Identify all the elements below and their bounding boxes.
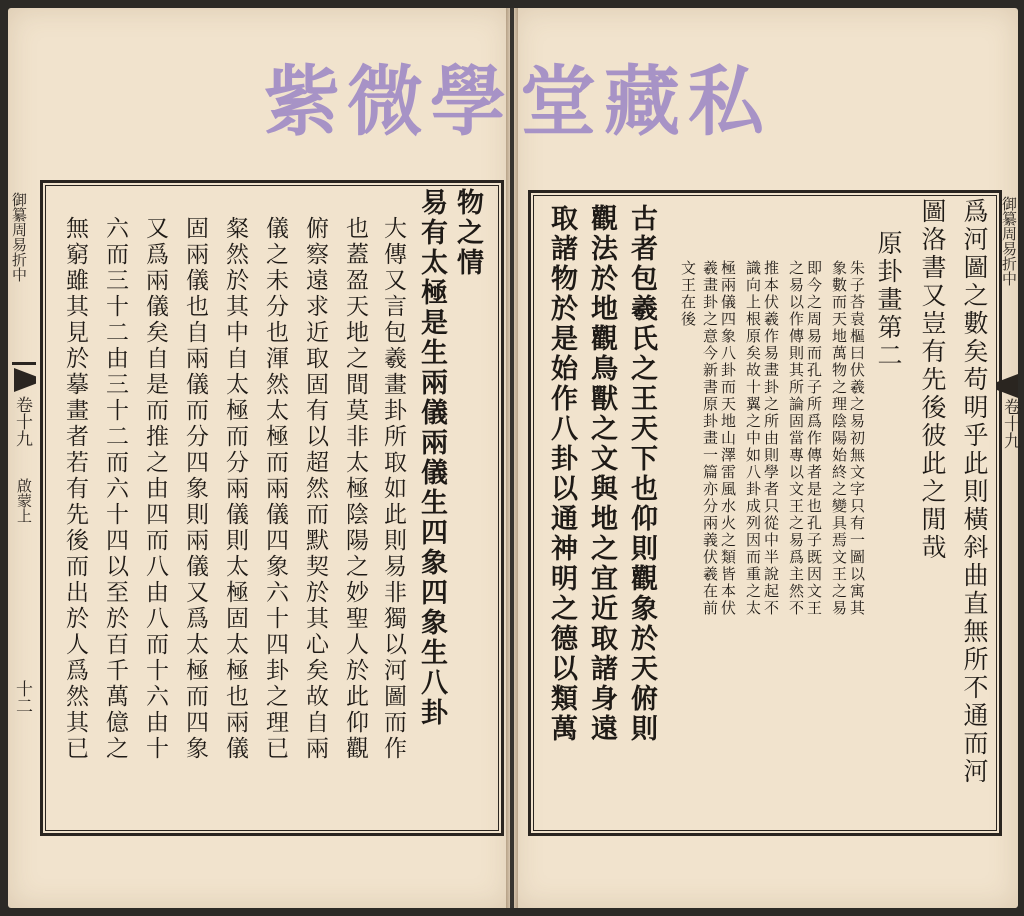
left-margin-book-title: 御纂周易折中 bbox=[10, 192, 28, 282]
note-column: 象數而天地萬物之理陰陽始終之變具焉文王之易 bbox=[830, 260, 848, 617]
text-column: 圖洛書又豈有先後彼此之閒哉 bbox=[918, 198, 947, 562]
section-heading: 原卦畫第二 bbox=[874, 230, 903, 370]
note-column: 羲畫卦之意今新書原卦畫一篇亦分兩義伏羲在前 bbox=[701, 260, 719, 617]
right-margin-book-title: 御纂周易折中 bbox=[1000, 196, 1018, 286]
text-column: 爲河圖之數矣苟明乎此則橫斜曲直無所不通而河 bbox=[960, 198, 989, 786]
text-column: 又爲兩儀矣自是而推之由四而八由八而十六由十 bbox=[142, 216, 168, 762]
note-column: 文王在後 bbox=[679, 260, 697, 328]
text-column: 易有太極是生兩儀兩儀生四象四象生八卦 bbox=[416, 188, 447, 728]
note-column: 朱子荅袁樞曰伏羲之易初無文字只有一圖以寓其 bbox=[848, 260, 866, 617]
note-column: 即今之周易而孔子所爲作傳者是也孔子既因文王 bbox=[805, 260, 823, 617]
text-column: 也蓋盈天地之間莫非太極陰陽之妙聖人於此仰觀 bbox=[342, 216, 368, 762]
text-column: 物之情 bbox=[452, 188, 483, 278]
text-column: 無窮雖其見於摹畫者若有先後而出於人爲然其已 bbox=[62, 216, 88, 762]
note-column: 識向上根原矣故十翼之中如八卦成列因而重之太 bbox=[744, 260, 762, 617]
text-column: 觀法於地觀鳥獸之文與地之宜近取諸身遠 bbox=[586, 204, 617, 744]
text-column: 古者包羲氏之王天下也仰則觀象於天俯則 bbox=[626, 204, 657, 744]
left-margin-volume: 卷十九 bbox=[12, 396, 32, 447]
note-column: 極兩儀四象八卦而天地山澤雷風水火之類皆本伏 bbox=[719, 260, 737, 617]
text-column: 俯察遠求近取固有以超然而默契於其心矣故自兩 bbox=[302, 216, 328, 762]
stamp-char: 學 bbox=[430, 57, 506, 146]
text-column: 儀之未分也渾然太極而兩儀四象六十四卦之理已 bbox=[262, 216, 288, 762]
text-column: 大傳又言包羲畫卦所取如此則易非獨以河圖而作 bbox=[380, 216, 406, 762]
margin-rule bbox=[12, 362, 36, 365]
stamp-char: 藏 bbox=[604, 57, 680, 146]
stamp-char: 私 bbox=[688, 57, 764, 146]
stamp-char: 紫 bbox=[264, 57, 340, 146]
collector-stamp bbox=[0, 52, 1024, 152]
stamp-char: 微 bbox=[347, 57, 423, 146]
text-column: 取諸物於是始作八卦以通神明之德以類萬 bbox=[546, 204, 577, 744]
left-margin-folio: 十二 bbox=[12, 680, 32, 714]
right-margin-volume: 卷十九 bbox=[1000, 398, 1020, 449]
text-column: 粲然於其中自太極而分兩儀則太極固太極也兩儀 bbox=[222, 216, 248, 762]
note-column: 推本伏羲作易畫卦之所由則學者只從中半說起不 bbox=[762, 260, 780, 617]
note-column: 之易以作傳則其所論固當專以文王之易爲主然不 bbox=[787, 260, 805, 617]
stamp-char: 堂 bbox=[520, 57, 596, 146]
text-column: 固兩儀也自兩儀而分四象則兩儀又爲太極而四象 bbox=[182, 216, 208, 762]
left-margin-chapter: 啟蒙上 bbox=[15, 478, 33, 523]
text-column: 六而三十二由三十二而六十四以至於百千萬億之 bbox=[102, 216, 128, 762]
